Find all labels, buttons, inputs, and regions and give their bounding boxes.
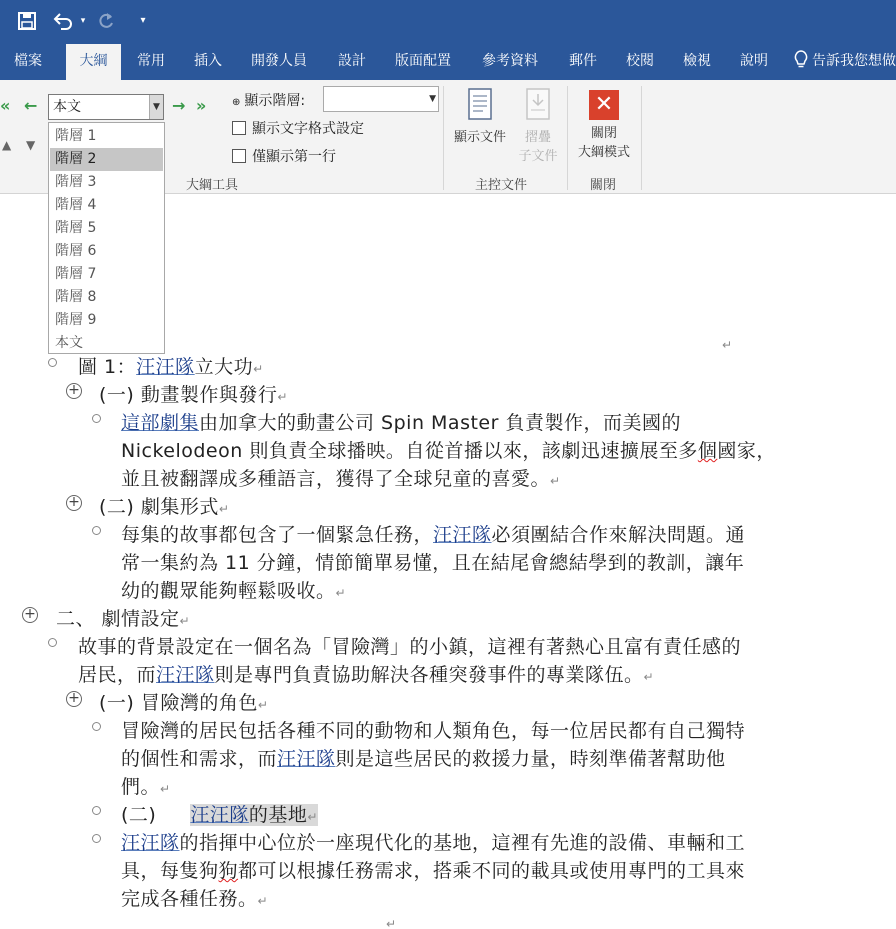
outline-level-dropdown[interactable]: [48, 122, 165, 354]
outline-tools-label: 大綱工具: [186, 178, 239, 193]
tab-help[interactable]: 說明: [740, 53, 768, 69]
paragraph-mark: ↵: [179, 614, 191, 628]
body-text: 幼的觀眾能夠輕鬆吸收。: [121, 580, 336, 602]
body-link[interactable]: 汪汪隊: [156, 664, 215, 686]
paragraph-mark: ↵: [160, 782, 171, 796]
body-line: [121, 772, 171, 799]
tab-design[interactable]: 設計: [338, 53, 366, 69]
body-line: [121, 856, 745, 883]
demote-to-body-icon[interactable]: »: [196, 96, 207, 115]
paragraph-mark: ↵: [550, 474, 561, 488]
body-link[interactable]: 汪汪隊: [433, 524, 492, 546]
close-outline-view-button[interactable]: [572, 90, 636, 162]
body-text: Nickelodeon 則負責全球播映。自從首播以來，該劇迅速擴展至多: [121, 440, 698, 462]
heading-text: (二) 劇集形式: [99, 496, 219, 518]
body-text: 必須團結合作來解決問題。通: [491, 524, 746, 546]
paragraph-mark: ↵: [307, 810, 318, 824]
body-line: [121, 408, 681, 435]
level-option-5[interactable]: 階層 5: [55, 220, 97, 236]
body-text: 冒險灣的居民包括各種不同的動物和人類角色，每一位居民都有自己獨特: [121, 720, 746, 742]
heading-plot-setting: [56, 604, 190, 631]
level-option-9[interactable]: 階層 9: [55, 312, 97, 328]
lightbulb-icon: [794, 47, 808, 81]
tab-mailings[interactable]: 郵件: [569, 53, 597, 69]
heading-text: 二、 劇情設定: [56, 608, 180, 630]
show-document-label: 顯示文件: [453, 130, 506, 145]
body-text: 由加拿大的動畫公司 Spin Master 負責製作，而美國的: [199, 412, 681, 434]
heading-text: 的基地: [248, 804, 308, 826]
tab-review[interactable]: 校閱: [626, 53, 654, 69]
show-text-format-label: 顯示文字格式設定: [252, 121, 364, 137]
checkbox[interactable]: [232, 149, 246, 163]
level-option-body[interactable]: 本文: [55, 335, 83, 351]
body-line: [121, 520, 745, 547]
heading-paw-patrol-base: [121, 800, 318, 827]
body-line: [121, 436, 776, 463]
tab-developer[interactable]: 開發人員: [251, 53, 307, 69]
body-link[interactable]: 汪汪隊: [277, 748, 336, 770]
figure-caption: [78, 352, 264, 379]
checkbox[interactable]: [232, 121, 246, 135]
tab-layout[interactable]: 版面配置: [395, 53, 451, 69]
body-text: 並且被翻譯成多種語言，獲得了全球兒童的喜愛。: [121, 468, 551, 490]
quick-access-toolbar: [0, 0, 896, 44]
close-group-label: 關閉: [590, 178, 617, 193]
divider: [641, 86, 642, 190]
undo-icon[interactable]: [52, 8, 76, 34]
bullet-dot[interactable]: [48, 638, 57, 647]
body-text: 的指揮中心位於一座現代化的基地，這裡有先進的設備、車輛和工: [179, 832, 746, 854]
ribbon-tabs: [0, 44, 896, 80]
paragraph-mark: ↵: [257, 698, 269, 712]
level-option-7[interactable]: 階層 7: [55, 266, 97, 282]
collapse-sub-line1: 摺疊: [524, 130, 551, 145]
paragraph-mark: ↵: [722, 338, 733, 352]
heading-episode-format: [99, 492, 229, 519]
show-text-format-option[interactable]: [232, 118, 364, 138]
body-line: [121, 884, 268, 911]
close-icon: ✕: [589, 90, 619, 120]
body-line: [121, 744, 726, 771]
body-text: 都可以根據任務需求，搭乘不同的載具或使用專門的工具來: [238, 860, 746, 882]
paragraph-mark: ↵: [257, 894, 269, 908]
divider: [567, 86, 568, 190]
undo-dropdown-icon[interactable]: ▾: [80, 16, 86, 26]
body-text: 則是專門負責協助解決各種突發事件的專業隊伍。: [214, 664, 644, 686]
heading-text: (一) 動畫製作與發行: [99, 384, 278, 406]
level-option-4[interactable]: 階層 4: [55, 197, 97, 213]
collapse-subdocuments-icon: [526, 88, 550, 126]
tell-me-box[interactable]: [794, 44, 896, 80]
tab-home[interactable]: 常用: [137, 53, 165, 69]
bullet-dot[interactable]: [92, 722, 101, 731]
tab-view[interactable]: 檢視: [683, 53, 711, 69]
body-line: [121, 716, 745, 743]
heading-link[interactable]: 汪汪隊: [190, 804, 249, 826]
body-text: 居民，而: [78, 664, 157, 686]
show-level-label: 顯示階層:: [244, 93, 306, 109]
master-document-label: 主控文件: [475, 178, 528, 193]
expand-plus-icon[interactable]: +: [66, 495, 82, 511]
paragraph-mark: ↵: [386, 917, 397, 929]
level-option-1[interactable]: 階層 1: [55, 128, 97, 144]
tab-references[interactable]: 參考資料: [482, 53, 538, 69]
caption-prefix: 圖 1：: [78, 356, 137, 378]
body-text: 故事的背景設定在一個名為「冒險灣」的小鎮，這裡有著熱心且富有責任感的: [78, 636, 742, 658]
spelling-error[interactable]: 狗: [218, 860, 239, 882]
heading-text: (一) 冒險灣的角色: [99, 692, 258, 714]
body-text: 國家，: [717, 440, 776, 462]
save-icon[interactable]: [14, 8, 40, 34]
tab-outline[interactable]: 大綱: [66, 44, 121, 80]
expand-collapse-icon: ⊕: [232, 97, 241, 108]
move-down-icon[interactable]: ▼: [26, 138, 36, 152]
paragraph-mark: ↵: [277, 390, 288, 404]
bullet-dot[interactable]: [92, 834, 101, 843]
level-option-6[interactable]: 階層 6: [55, 243, 97, 259]
demote-icon[interactable]: →: [172, 96, 186, 115]
tab-file[interactable]: 檔案: [14, 53, 42, 69]
show-level-combo[interactable]: [323, 86, 439, 112]
move-up-icon[interactable]: ▲: [2, 138, 12, 152]
body-text: 完成各種任務。: [121, 888, 258, 910]
paragraph-mark: ↵: [253, 362, 264, 376]
body-text: 常一集約為 11 分鐘，情節簡單易懂，且在結尾會總結學到的教訓，讓年: [121, 552, 745, 574]
expand-plus-icon[interactable]: +: [66, 383, 82, 399]
heading-number: (二): [121, 804, 157, 826]
expand-plus-icon[interactable]: +: [22, 607, 38, 623]
tab-insert[interactable]: 插入: [194, 53, 222, 69]
body-line: [121, 464, 561, 491]
body-line: [121, 548, 744, 575]
promote-to-heading1-icon[interactable]: «: [0, 96, 11, 115]
customize-icon[interactable]: ▾: [140, 15, 146, 26]
promote-icon[interactable]: ←: [24, 96, 38, 115]
show-first-line-label: 僅顯示第一行: [252, 149, 336, 165]
show-document-button[interactable]: [450, 88, 510, 147]
bullet-dot[interactable]: [48, 358, 57, 367]
level-option-8[interactable]: 階層 8: [55, 289, 97, 305]
paragraph-mark: ↵: [218, 502, 230, 516]
heading-animation-production: [99, 380, 288, 407]
tell-me-text: 告訴我您想做: [812, 53, 896, 69]
divider: [443, 86, 444, 190]
redo-icon[interactable]: [96, 8, 118, 34]
paragraph-mark: ↵: [643, 670, 655, 684]
body-link[interactable]: 汪汪隊: [121, 832, 180, 854]
outline-level-value: 本文: [53, 99, 81, 115]
chevron-down-icon: ▼: [429, 94, 436, 104]
spelling-error[interactable]: 個: [697, 440, 718, 462]
body-line: [78, 660, 654, 687]
body-line: [121, 828, 745, 855]
body-line: [121, 576, 346, 603]
bullet-dot[interactable]: [92, 414, 101, 423]
outline-level-combo[interactable]: [48, 94, 164, 120]
body-text: 則是這些居民的救援力量，時刻準備著幫助他: [335, 748, 726, 770]
caption-rest: 立大功: [194, 356, 254, 378]
bullet-dot[interactable]: [92, 526, 101, 535]
close-outline-line1: 關閉: [590, 126, 617, 141]
body-text: 的個性和需求，而: [121, 748, 278, 770]
caption-link[interactable]: 汪汪隊: [136, 356, 195, 378]
show-document-icon: [468, 88, 492, 126]
show-first-line-option[interactable]: [232, 146, 336, 166]
chevron-down-icon[interactable]: ▼: [149, 95, 163, 119]
level-option-3[interactable]: 階層 3: [55, 174, 97, 190]
expand-plus-icon[interactable]: +: [66, 691, 82, 707]
level-option-2[interactable]: 階層 2: [50, 148, 163, 171]
heading-adventure-bay-characters: [99, 688, 268, 715]
body-link[interactable]: 這部劇集: [121, 412, 200, 434]
body-text: 每集的故事都包含了一個緊急任務，: [121, 524, 434, 546]
bullet-dot[interactable]: [92, 806, 101, 815]
collapse-subdocuments-button[interactable]: [514, 88, 562, 166]
body-text: 具，每隻狗: [121, 860, 219, 882]
body-text: 們。: [121, 776, 161, 798]
paragraph-mark: ↵: [335, 586, 347, 600]
body-line: [78, 632, 741, 659]
collapse-sub-line2: 子文件: [518, 149, 558, 164]
show-level-row: [232, 90, 305, 110]
close-outline-line2: 大綱模式: [577, 145, 630, 160]
